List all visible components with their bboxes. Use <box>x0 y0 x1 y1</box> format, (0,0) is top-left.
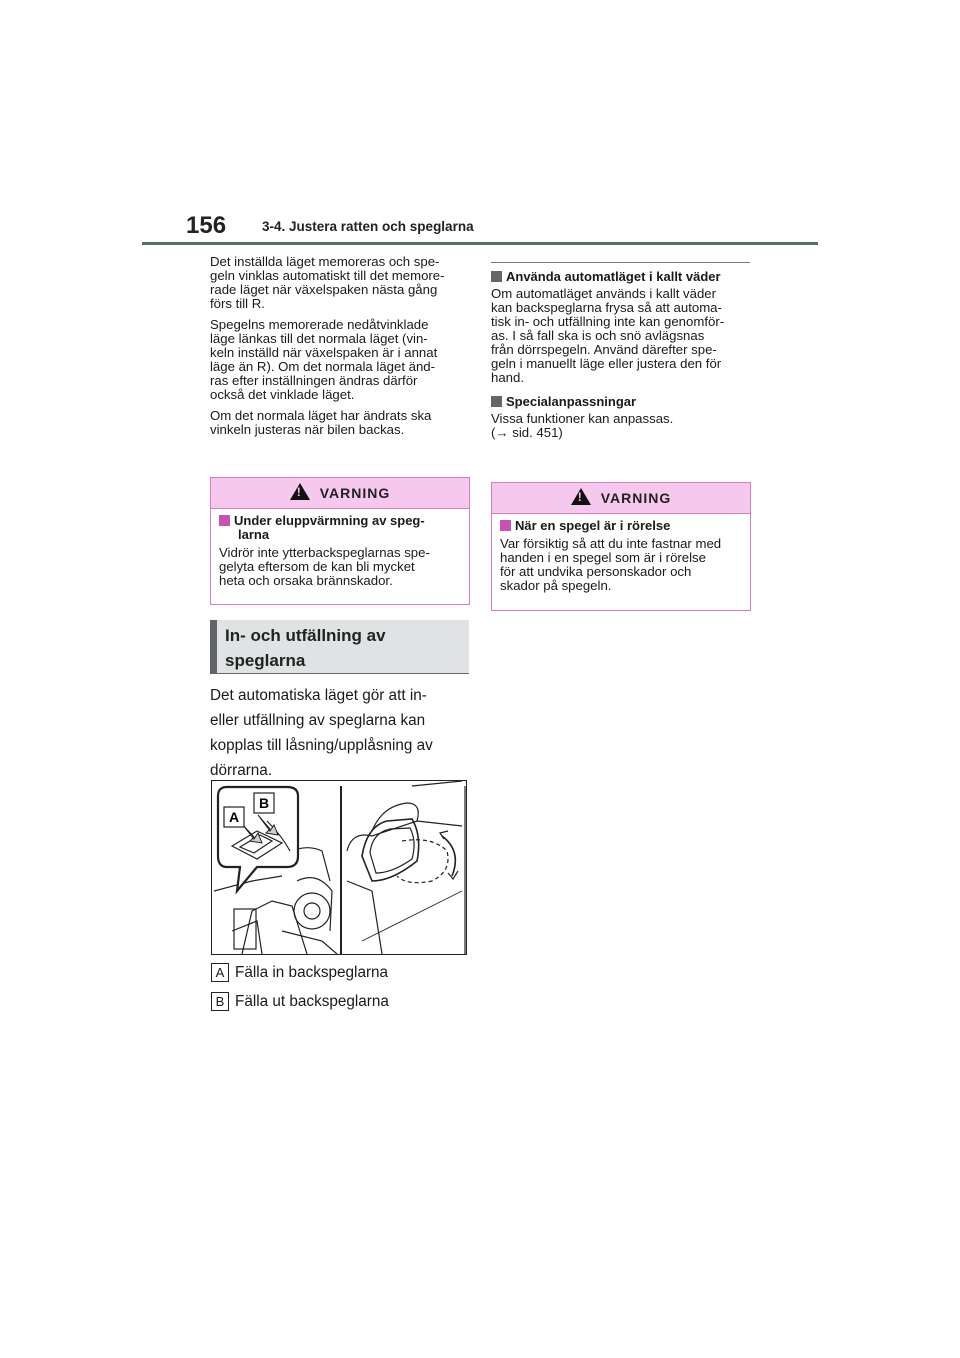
right-column-rule <box>491 262 750 263</box>
legend-tag: B <box>211 992 229 1011</box>
bullet-square-icon <box>219 515 230 526</box>
warning-text: Vidrör inte ytterbackspeglarnas spe- gelyta eftersom de kan bli mycket heta och orsaka brännskador. <box>219 545 430 588</box>
right-column <box>491 270 751 447</box>
warning-header <box>492 483 750 514</box>
warning-triangle-icon <box>571 488 591 505</box>
subheading-cold-weather: Använda automatläget i kallt väder <box>491 270 751 284</box>
legend-text: Fälla ut backspeglarna <box>235 993 389 1010</box>
paragraph: Vissa funktioner kan anpassas. (→ sid. 451) <box>491 411 674 440</box>
warning-title: VARNING <box>319 485 391 501</box>
warning-text: Var försiktig så att du inte fastnar med handen i en spegel som är i rörelse för att undvika personskador och skador på spegeln. <box>500 536 722 593</box>
legend-item-a <box>211 963 388 982</box>
subheading-customization: Specialanpassningar <box>491 395 751 409</box>
legend-item-b <box>211 992 389 1011</box>
intro-text-block <box>210 683 470 783</box>
section-heading <box>210 620 469 674</box>
page-number: 156 <box>186 212 227 239</box>
left-column <box>210 255 470 444</box>
bullet-square-icon <box>491 396 502 407</box>
warning-item-title: Under eluppvärmning av speg- larna <box>219 514 461 542</box>
warning-box-heat <box>210 477 470 605</box>
intro-text: Det automatiska läget gör att in- eller utfällning av speglarna kan kopplas till låsning/upplåsning av dörrarna. <box>210 687 433 779</box>
paragraph: Det inställda läget memoreras och spe- geln vinklas automatiskt till det memore- rade läget när växelspaken nästa gång förs till R. <box>210 254 445 311</box>
warning-item-title: När en spegel är i rörelse <box>500 519 742 533</box>
mirror-illustration <box>212 781 466 954</box>
header-rule <box>142 242 818 245</box>
warning-box-moving-mirror <box>491 482 751 611</box>
warning-header <box>211 478 469 509</box>
figure-label-b: B <box>258 795 270 811</box>
bullet-square-icon <box>500 520 511 531</box>
figure-label-a: A <box>228 809 240 825</box>
paragraph: Spegelns memorerade nedåtvinklade läge länkas till det normala läget (vin- keln inställd när växelspaken är i annat läge än R). Om det normala läget änd- ras efter inställningen ändras därför också det vinklade läget. <box>210 317 438 402</box>
legend-tag: A <box>211 963 229 982</box>
warning-triangle-icon <box>290 483 310 500</box>
paragraph: Om det normala läget har ändrats ska vinkeln justeras när bilen backas. <box>210 408 432 437</box>
warning-title: VARNING <box>600 490 672 506</box>
legend-text: Fälla in backspeglarna <box>235 964 389 981</box>
paragraph: Om automatläget används i kallt väder kan backspeglarna frysa så att automa- tisk in- och utfällning inte kan genomför- as. I så fall ska is och snö avlägsnas från dörrspegeln. Använd därefter spe- geln i manuellt läge eller justera den för hand. <box>491 286 725 385</box>
page-reference-link[interactable]: (→ sid. 451) <box>491 425 563 440</box>
mirror-switch-figure <box>211 780 467 955</box>
section-heading-text: In- och utfällning av speglarna <box>225 626 386 670</box>
section-title: 3-4. Justera ratten och speglarna <box>262 219 474 234</box>
bullet-square-icon <box>491 271 502 282</box>
